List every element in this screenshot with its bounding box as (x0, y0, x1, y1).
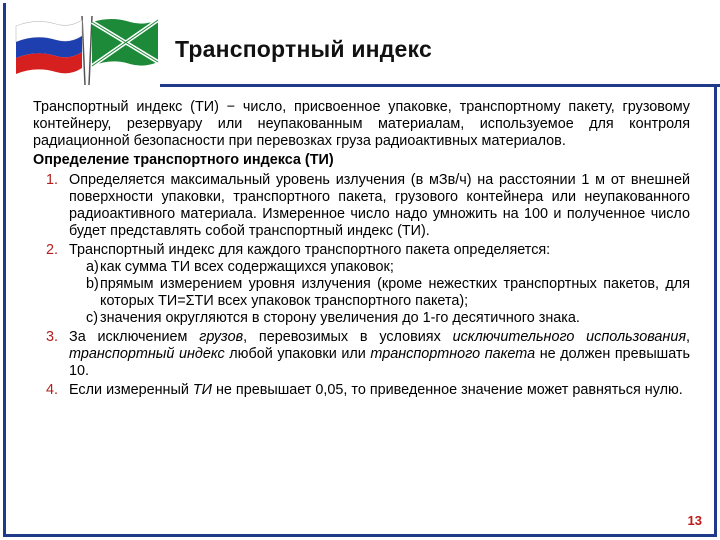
list-item (33, 172, 690, 240)
green-cross-flag-icon (89, 16, 158, 85)
sublist-item (86, 310, 690, 327)
sublist-item (86, 259, 690, 276)
slide-title: Транспортный индекс (175, 36, 432, 62)
sublist-item-text: значения округляются в сторону увеличения до 1-го десятичного знака. (100, 310, 580, 326)
list-item-text: Если измеренный ТИ не превышает 0,05, то приведенное значение может равняться нулю. (69, 382, 683, 398)
flags-logo (12, 10, 162, 88)
list-item-number: 4. (46, 382, 59, 398)
definition-heading: Определение транспортного индекса (ТИ) (33, 152, 334, 168)
sublist-item-text: как сумма ТИ всех содержащихся упаковок; (100, 259, 394, 275)
list-item-number: 1. (46, 172, 59, 188)
list-item-text: За исключением грузов, перевозимых в условиях исключительного использования, транспортный индекс любой упаковки или транспортного пакета не должен превышать 10. (69, 329, 691, 379)
intro-paragraph: Транспортный индекс (ТИ) − число, присвоенное упаковке, транспортному пакету, грузовому контейнеру, резервуару или неупакованным материалам, используемое для контроля радиационной безопасности при перевозках груза радиоактивных материалов. (33, 99, 690, 149)
frame-bottom-border (3, 534, 717, 537)
list-item (33, 242, 690, 327)
sublist-item-text: прямым измерением уровня излучения (кроме нежестких транспортных пакетов, для которых ТИ=ΣТИ всех упаковок транспортного пакета); (100, 276, 690, 309)
sublist-item (86, 276, 690, 310)
list-item-number: 2. (46, 242, 59, 258)
list-item-number: 3. (46, 329, 59, 345)
russian-flag-icon (16, 16, 85, 85)
list-item-text: Транспортный индекс для каждого транспортного пакета определяется: (69, 242, 551, 258)
title-underline (160, 84, 720, 87)
slide-content (33, 99, 690, 401)
frame-right-border (714, 86, 717, 537)
list-item (33, 382, 690, 399)
sublist-item-letter: а) (86, 259, 99, 275)
list-item-text: Определяется максимальный уровень излучения (в мЗв/ч) на расстоянии 1 м от внешней поверхности упаковки, транспортного пакета, грузового контейнера или неупакованного радиоактивного материала. Измеренное число надо умножить на 100 и полученное число будет представлять собой транспортный индекс (ТИ). (69, 172, 690, 239)
list-item (33, 329, 690, 380)
sublist-item-letter: c) (86, 310, 98, 326)
page-number: 13 (687, 513, 702, 528)
frame-left-border (3, 3, 6, 537)
definition-list (33, 172, 690, 399)
sublist-item-letter: b) (86, 276, 99, 292)
